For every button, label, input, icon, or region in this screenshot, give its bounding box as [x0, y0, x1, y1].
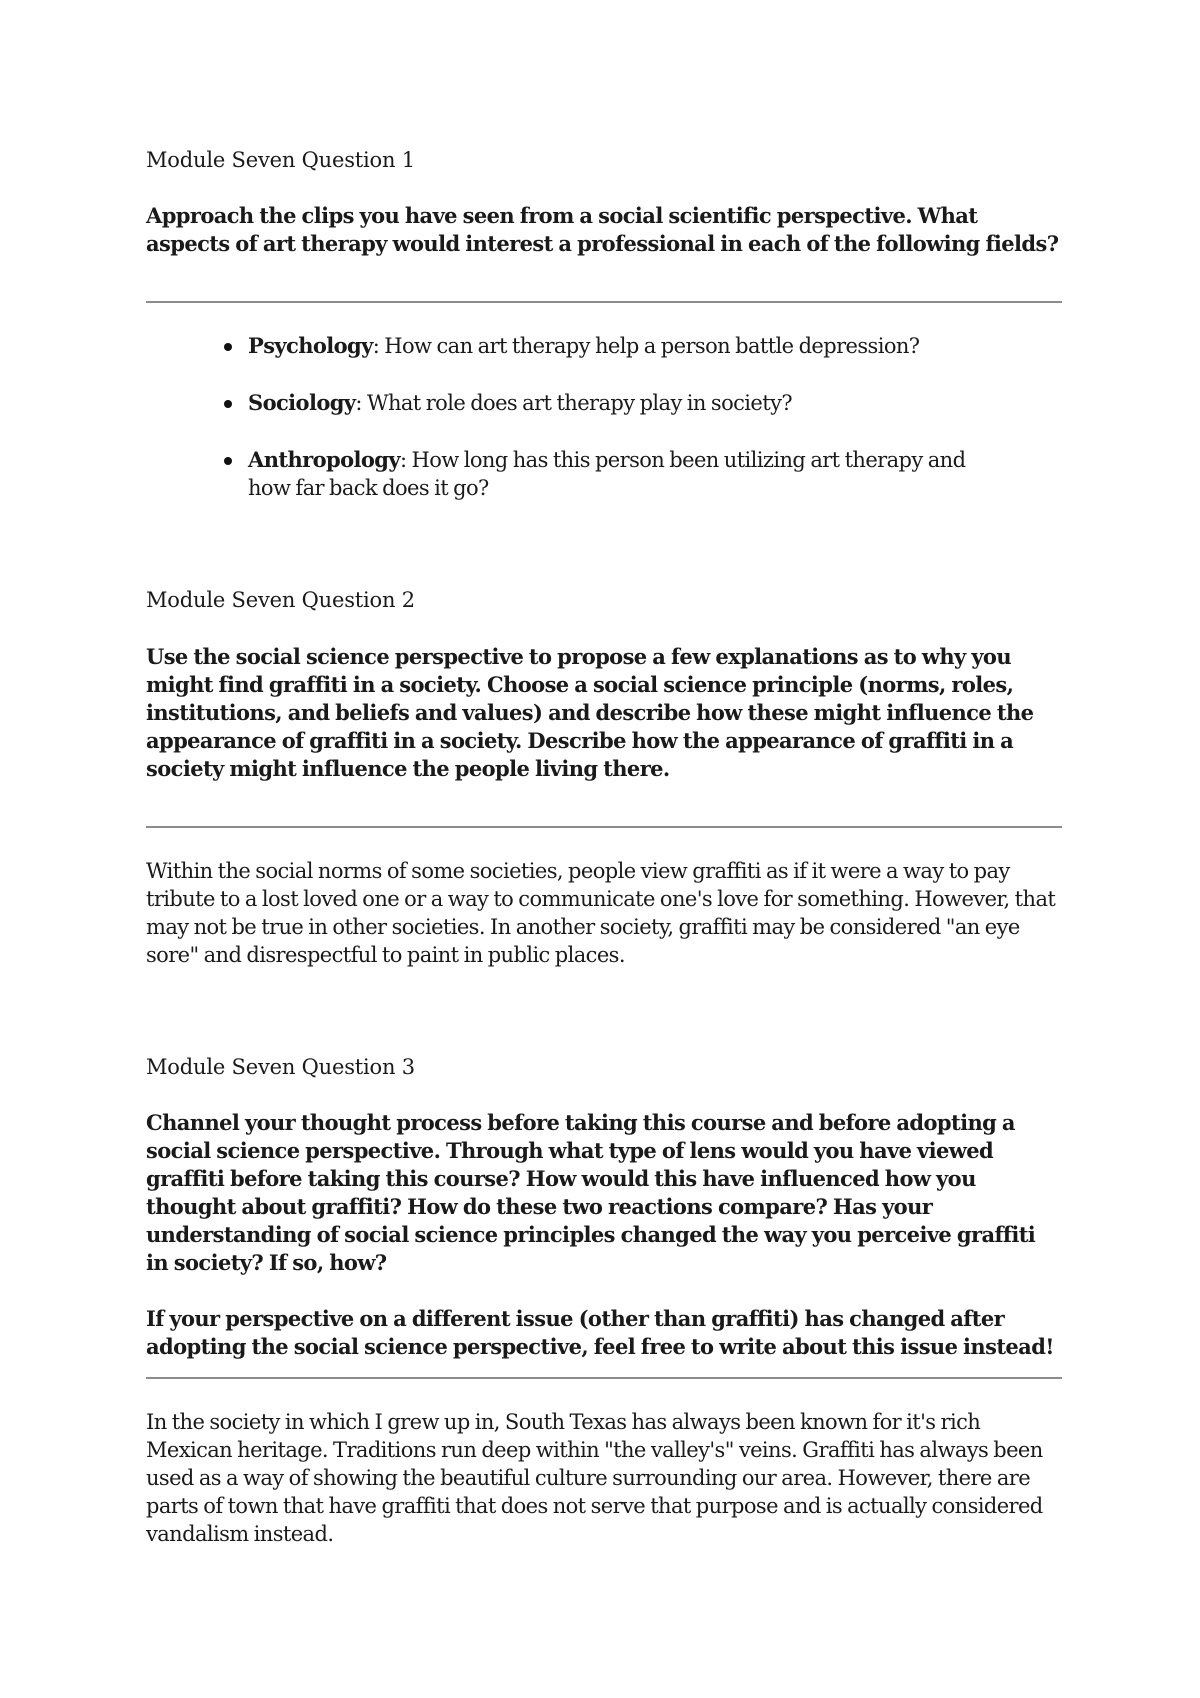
list-item-psychology	[248, 332, 1008, 360]
question-3-divider	[146, 1377, 1062, 1379]
question-1-prompt-paragraph: Approach the clips you have seen from a social scientific perspective. What aspects of art therapy would interest a professional in each of the following fields?	[146, 203, 1059, 256]
question-1-heading: Module Seven Question 1	[146, 148, 415, 172]
question-3-prompt-paragraph-2: If your perspective on a different issue (other than graffiti) has changed after adopting the social science perspective, feel free to write about this issue instead!	[146, 1306, 1054, 1359]
question-2-heading: Module Seven Question 2	[146, 588, 415, 612]
list-item-sociology	[248, 389, 1008, 417]
bullet-icon	[224, 400, 232, 408]
question-3-prompt	[146, 1109, 1062, 1361]
question-1-divider	[146, 301, 1062, 303]
question-2-prompt-paragraph: Use the social science perspective to propose a few explanations as to why you might find graffiti in a society. Choose a social science principle (norms, roles, institutions, and beliefs and values) and describe how these might influence the appearance of graffiti in a society. Describe how the appearance of graffiti in a society might influence the people living there.	[146, 644, 1034, 781]
question-2-answer: Within the social norms of some societies, people view graffiti as if it were a way to pay tribute to a lost loved one or a way to communicate one's love for something. However, that may not be true in other societies. In another society, graffiti may be considered "an eye sore" and disrespectful to paint in public places.	[146, 859, 1056, 967]
field-term: Anthropology	[248, 447, 400, 472]
question-3-heading: Module Seven Question 3	[146, 1055, 415, 1079]
field-question: : What role does art therapy play in society?	[355, 391, 793, 415]
question-3-answer: In the society in which I grew up in, South Texas has always been known for it's rich Mexican heritage. Traditions run deep within "the valley's" veins. Graffiti has always been used as a way of showing the beautiful culture surrounding our area. However, there are parts of town that have graffiti that does not serve that purpose and is actually considered vandalism instead.	[146, 1410, 1043, 1546]
question-2-divider	[146, 826, 1062, 828]
field-question: : How can art therapy help a person battle depression?	[372, 334, 920, 358]
question-3-prompt-paragraph-1: Channel your thought process before taking this course and before adopting a social science perspective. Through what type of lens would you have viewed graffiti before taking this course? How would this have influenced how you thought about graffiti? How do these two reactions compare? Has your understanding of social science principles changed the way you perceive graffiti in society? If so, how?	[146, 1110, 1036, 1275]
question-1-field-list	[248, 332, 1008, 531]
bullet-icon	[224, 343, 232, 351]
list-item-anthropology	[248, 446, 1008, 502]
bullet-icon	[224, 457, 232, 465]
question-2-prompt	[146, 643, 1062, 783]
field-term: Sociology	[248, 390, 356, 415]
field-question: : How long has this person been utilizing art therapy and how far back does it go?	[248, 448, 966, 500]
field-term: Psychology	[248, 333, 373, 358]
question-1-prompt	[146, 202, 1062, 258]
